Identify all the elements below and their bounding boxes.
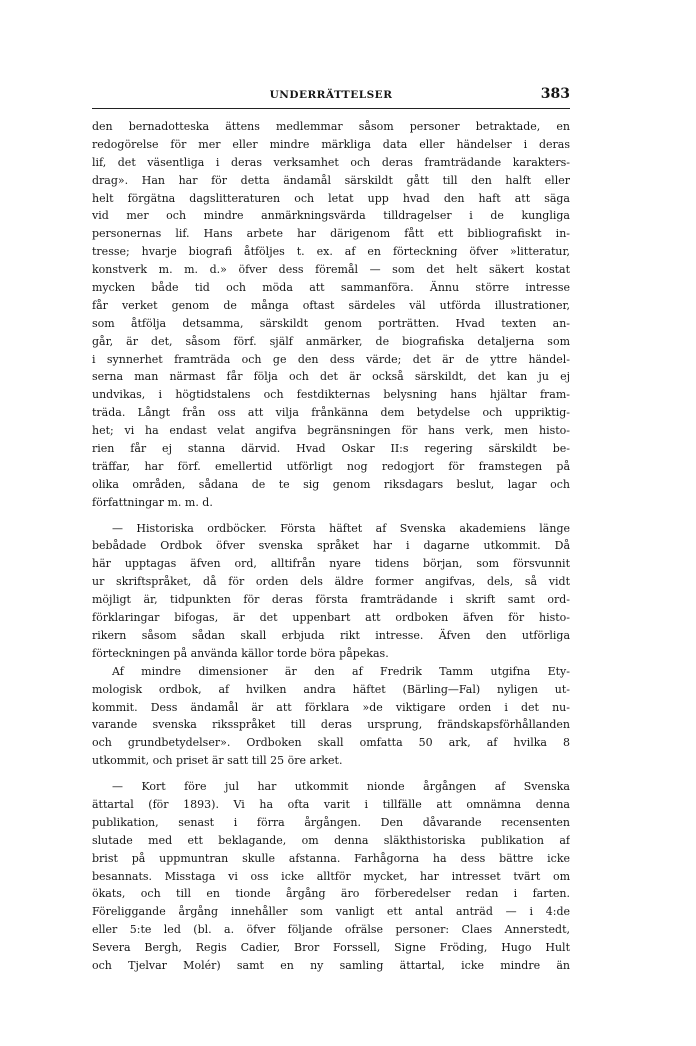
text-line: ökats, och till en tionde årgång äro förberedelser redan i farten. (92, 887, 570, 901)
text-line: som åtfölja detsamma, särskildt genom porträtten. Hvad texten an- (92, 316, 570, 330)
text-line: tresse; hvarje biografi åtföljes t. ex. af en förteckning öfver »litteratur, (92, 245, 570, 259)
text-line: här upptagas äfven ord, alltifrån nyare tidens början, som försvunnit (92, 557, 570, 571)
text-line: olika områden, sådana de te sig genom riksdagars beslut, lagar och (92, 477, 570, 491)
text-line: utkommit, och priset är satt till 25 öre arket. (92, 754, 343, 768)
text-line: och grundbetydelser». Ordboken skall omfatta 50 ark, af hvilka 8 (92, 736, 570, 750)
text-line: ättartal (för 1893). Vi ha ofta varit i tillfälle att omnämna denna (92, 797, 570, 811)
text-line: rien får ej stanna därvid. Hvad Oskar II:s regering särskildt be- (92, 442, 570, 456)
text-line: Föreliggande årgång innehåller som vanligt ett antal anträd — i 4:de (92, 905, 570, 919)
text-line: ur skriftspråket, då för orden dels äldre former angifvas, dels, så vidt (92, 575, 570, 589)
text-line: Af mindre dimensioner är den af Fredrik Tamm utgifna Ety- (112, 664, 570, 678)
text-line: får verket genom de många oftast särdeles väl utförda illustrationer, (92, 298, 570, 312)
page-number: 383 (540, 86, 570, 102)
header-rule (92, 108, 570, 109)
text-line: publikation, senast i förra årgången. Den dåvarande recensenten (92, 815, 570, 829)
text-line: het; vi ha endast velat angifva begränsningen för hans verk, men histo- (92, 424, 570, 438)
text-line: drag». Han har för detta ändamål särskildt gått till den halft eller (92, 173, 570, 187)
text-line: förklaringar bifogas, är det uppenbart att ordboken äfven för histo- (92, 611, 570, 625)
text-line: den bernadotteska ättens medlemmar såsom personer betraktade, en (92, 120, 570, 133)
text-line: förteckningen på använda källor torde böra påpekas. (92, 646, 389, 660)
text-line: lif, det väsentliga i deras verksamhet och deras framträdande karakters- (92, 155, 570, 169)
text-line: konstverk m. m. d.» öfver dess föremål — som det helt säkert kostat (92, 263, 570, 277)
text-line: brist på uppmuntran skulle afstanna. Farhågorna ha dess bättre icke (92, 851, 570, 865)
text-line: i synnerhet framträda och ge den dess värde; det är de yttre händel- (92, 352, 570, 366)
text-line: kommit. Dess ändamål är att förklara »de viktigare orden i det nu- (92, 700, 570, 714)
text-line: mologisk ordbok, af hvilken andra häftet (Bärling—Fal) nyligen ut- (92, 682, 570, 696)
text-line: går, är det, såsom förf. själf anmärker, de biografiska detaljerna som (92, 334, 570, 348)
text-line: helt förgätna dagslitteraturen och letat upp hvad den haft att säga (92, 191, 570, 205)
running-header (92, 86, 570, 104)
text-line: bebådade Ordbok öfver svenska språket har i dagarne utkommit. Då (92, 539, 570, 553)
running-title: UNDERRÄTTELSER (269, 89, 393, 101)
text-line: och Tjelvar Molér) samt en ny samling ättartal, icke mindre än (92, 958, 570, 972)
body-text (92, 118, 570, 975)
text-line: — Kort före jul har utkommit nionde årgången af Svenska (112, 780, 570, 794)
text-line: träffar, har förf. emellertid utförligt nog redogjort för framstegen på (92, 459, 570, 473)
text-line: Severa Bergh, Regis Cadier, Bror Forssell, Signe Fröding, Hugo Hult (92, 941, 570, 955)
text-line: rikern såsom sådan skall erbjuda rikt intresse. Äfven den utförliga (92, 628, 570, 642)
text-line: varande svenska riksspråket till deras ursprung, frändskapsförhållanden (92, 718, 570, 732)
text-line: slutade med ett beklagande, om denna släkthistoriska publikation af (92, 833, 570, 847)
text-line: författningar m. m. d. (92, 495, 213, 509)
text-line: — Historiska ordböcker. Första häftet af Svenska akademiens länge (112, 521, 570, 535)
text-line: möjligt är, tidpunkten för deras första framträdande i skrift samt ord- (92, 593, 570, 607)
text-line: träda. Långt från oss att vilja frånkänna dem betydelse och uppriktig- (92, 406, 570, 420)
text-line: mycken både tid och möda att sammanföra. Ännu större intresse (92, 281, 570, 295)
text-line: eller 5:te led (bl. a. öfver följande ofrälse personer: Claes Annerstedt, (92, 923, 570, 937)
text-line: redogörelse för mer eller mindre märkliga data eller händelser i deras (92, 137, 570, 151)
text-line: besannats. Misstaga vi oss icke alltför mycket, har intresset tvärt om (92, 869, 570, 883)
text-line: undvikas, i högtidstalens och festdikternas belysning hans hjältar fram- (92, 388, 570, 402)
text-line: serna man närmast får följa och det är också särskildt, det kan ju ej (92, 370, 570, 384)
text-line: personernas lif. Hans arbete har därigenom fått ett bibliografiskt in- (92, 227, 570, 241)
text-line: vid mer och mindre anmärkningsvärda tilldragelser i de kungliga (92, 209, 570, 223)
